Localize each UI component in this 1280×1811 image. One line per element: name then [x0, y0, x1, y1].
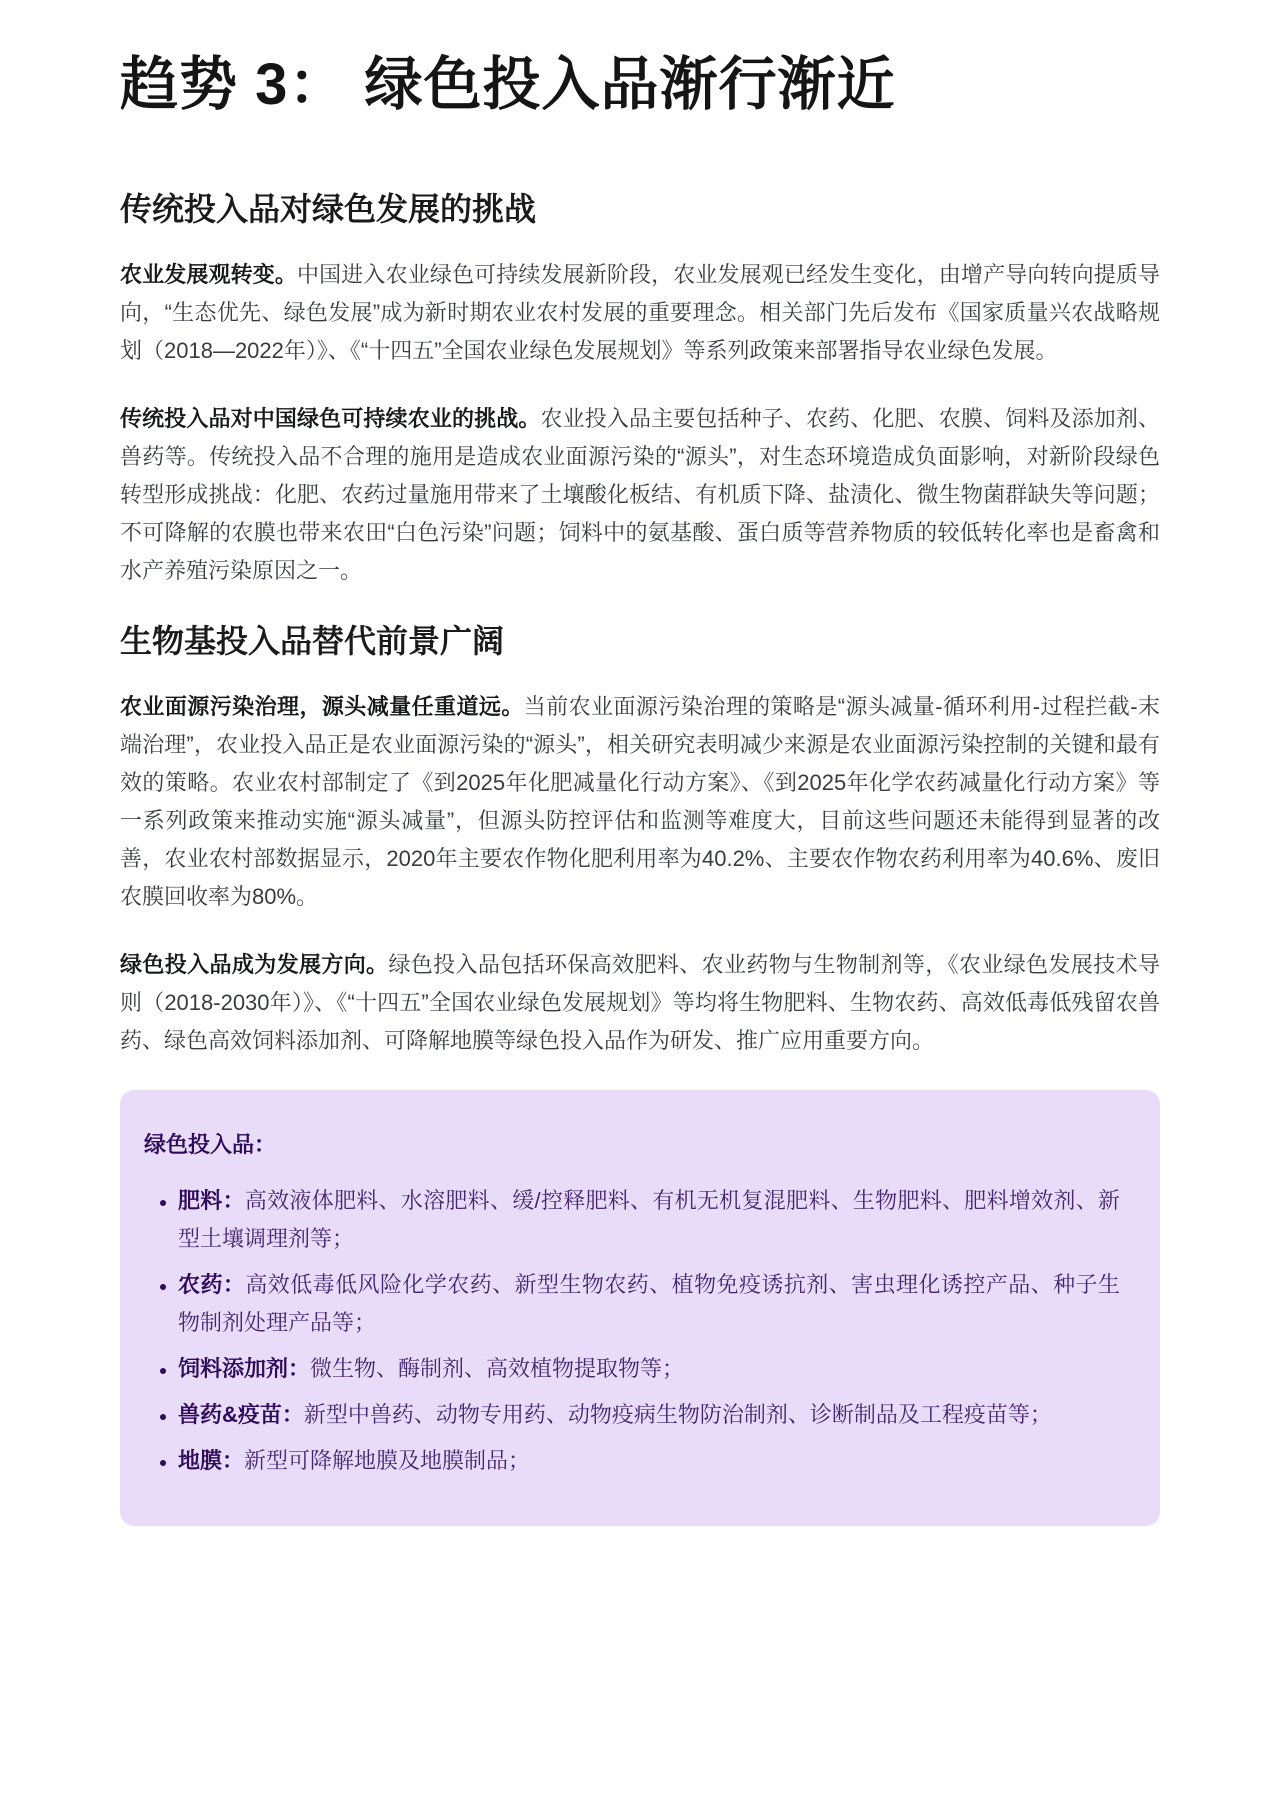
paragraph-lead: 农业发展观转变。 — [120, 262, 298, 287]
callout-item-label: 饲料添加剂： — [178, 1356, 311, 1381]
paragraph-lead: 农业面源污染治理，源头减量任重道远。 — [120, 694, 524, 719]
page-title: 趋势 3： 绿色投入品渐行渐近 — [120, 52, 896, 117]
paragraph-pollution-control — [120, 688, 1160, 916]
callout-title: 绿色投入品： — [144, 1132, 277, 1157]
section-heading-biobased: 生物基投入品替代前景广阔 — [120, 623, 505, 659]
callout-item-text: 微生物、酶制剂、高效植物提取物等； — [310, 1356, 685, 1381]
callout-item-text: 新型中兽药、动物专用药、动物疫病生物防治制剂、诊断制品及工程疫苗等； — [303, 1402, 1052, 1427]
section-traditional-inputs — [120, 188, 1160, 590]
callout-item-label: 地膜： — [178, 1448, 245, 1473]
paragraph-body: 中国进入农业绿色可持续发展新阶段，农业发展观已经发生变化，由增产导向转向提质导向，“生态优先、绿色发展”成为新时期农业农村发展的重要理念。相关部门先后发布《国家质量兴农战略规划（2018—2022年）》、《“十四五”全国农业绿色发展规划》等系列政策来部署指导农业绿色发展。 — [120, 262, 1160, 363]
callout-item-label: 兽药&疫苗： — [178, 1402, 304, 1427]
paragraph-body: 绿色投入品包括环保高效肥料、农业药物与生物制剂等，《农业绿色发展技术导则（2018-2030年）》、《“十四五”全国农业绿色发展规划》等均将生物肥料、生物农药、高效低毒低残留农兽药、绿色高效饲料添加剂、可降解地膜等绿色投入品作为研发、推广应用重要方向。 — [120, 952, 1160, 1053]
callout-item-vet-vaccine — [178, 1396, 1120, 1434]
paragraph-green-direction — [120, 946, 1160, 1060]
callout-list — [144, 1182, 1120, 1480]
callout-item-text: 高效低毒低风险化学农药、新型生物农药、植物免疫诱抗剂、害虫理化诱控产品、种子生物制剂处理产品等； — [178, 1272, 1120, 1335]
paragraph-lead: 绿色投入品成为发展方向。 — [120, 952, 389, 977]
paragraph-development-view — [120, 256, 1160, 370]
callout-item-label: 肥料： — [178, 1188, 245, 1213]
callout-item-fertilizer — [178, 1182, 1120, 1258]
callout-item-pesticide — [178, 1266, 1120, 1342]
paragraph-body: 当前农业面源污染治理的策略是“源头减量-循环利用-过程拦截-末端治理”，农业投入品正是农业面源污染的“源头”，相关研究表明减少来源是农业面源污染控制的关键和最有效的策略。农业农村部制定了《到2025年化肥减量化行动方案》、《到2025年化学农药减量化行动方案》等一系列政策来推动实施“源头减量”，但源头防控评估和监测等难度大，目前这些问题还未能得到显著的改善，农业农村部数据显示，2020年主要农作物化肥利用率为40.2%、主要农作物农药利用率为40.6%、废旧农膜回收率为80%。 — [120, 694, 1160, 909]
callout-item-mulch-film — [178, 1442, 1120, 1480]
callout-item-feed-additive — [178, 1350, 1120, 1388]
callout-item-label: 农药： — [178, 1272, 246, 1297]
paragraph-lead: 传统投入品对中国绿色可持续农业的挑战。 — [120, 406, 541, 431]
green-inputs-callout — [120, 1090, 1160, 1526]
paragraph-traditional-challenge — [120, 400, 1160, 590]
callout-item-text: 高效液体肥料、水溶肥料、缓/控释肥料、有机无机复混肥料、生物肥料、肥料增效剂、新型土壤调理剂等； — [178, 1188, 1120, 1251]
section-heading-traditional: 传统投入品对绿色发展的挑战 — [120, 191, 537, 227]
callout-item-text: 新型可降解地膜及地膜制品； — [244, 1448, 531, 1473]
section-biobased-inputs — [120, 620, 1160, 1526]
paragraph-body: 农业投入品主要包括种子、农药、化肥、农膜、饲料及添加剂、兽药等。传统投入品不合理的施用是造成农业面源污染的“源头”，对生态环境造成负面影响，对新阶段绿色转型形成挑战：化肥、农药过量施用带来了土壤酸化板结、有机质下降、盐渍化、微生物菌群缺失等问题；不可降解的农膜也带来农田“白色污染”问题；饲料中的氨基酸、蛋白质等营养物质的较低转化率也是畜禽和水产养殖污染原因之一。 — [120, 406, 1160, 583]
